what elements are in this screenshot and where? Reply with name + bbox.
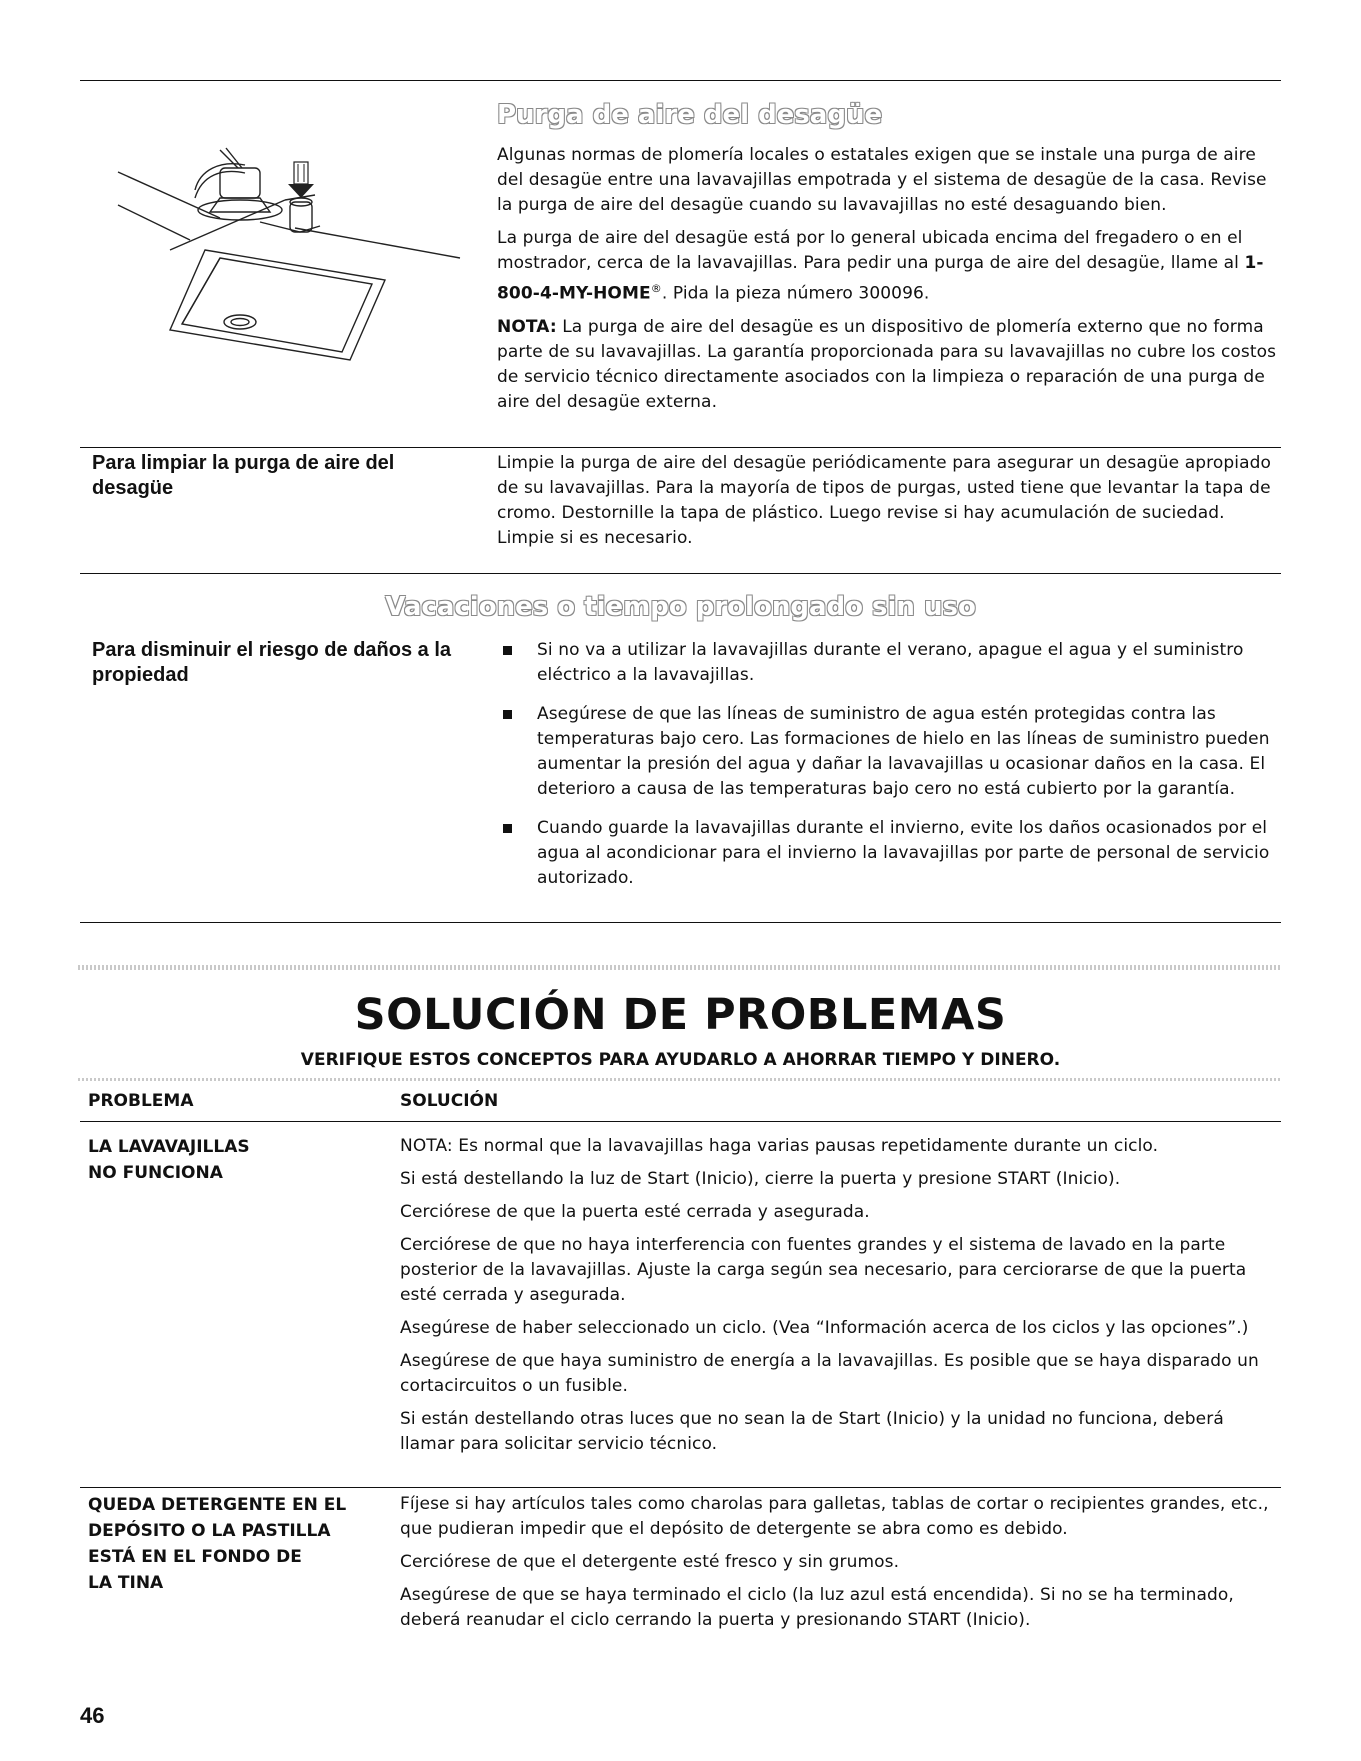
solution-item: Si están destellando otras luces que no sean la de Start (Inicio) y la unidad no funciona, deberá llamar para solicitar servicio técnico. xyxy=(400,1409,1224,1454)
paragraph-text: La purga de aire del desagüe está por lo general ubicada encima del fregadero o en el mostrador, cerca de la lavavajillas. Para pedir una purga de aire del desagüe, llame al xyxy=(497,228,1245,273)
bullet-item xyxy=(503,702,1277,802)
decorative-dotted-band xyxy=(78,965,1281,970)
note-label: NOTA: xyxy=(497,316,557,337)
solution-item: Fíjese si hay artículos tales como charolas para galletas, tablas de cortar o recipientes grandes, etc., que pudieran impedir que el depósito de detergente se abra como es debido. xyxy=(400,1494,1269,1539)
solution-item: Si está destellando la luz de Start (Inicio), cierre la puerta y presione START (Inicio). xyxy=(400,1169,1121,1189)
troubleshooting-title: SOLUCIÓN DE PROBLEMAS xyxy=(354,990,1007,1040)
bullet-square-icon xyxy=(503,710,512,719)
solution-item: Asegúrese de que haya suministro de energía a la lavavajillas. Es posible que se haya disparado un cortacircuitos o un fusible. xyxy=(400,1351,1259,1396)
section-title-drain-air-gap: Purga de aire del desagüe xyxy=(497,100,883,130)
clean-heading: Para limpiar la purga de aire del desagüe xyxy=(92,452,395,499)
solution-list xyxy=(400,1134,1280,1465)
drain-air-gap-body xyxy=(497,143,1277,423)
bullet-text: Asegúrese de que las líneas de suministro de agua estén protegidas contra las temperaturas bajo cero. Las formaciones de hielo en las líneas de suministro pueden aumentar la presión del agua y dañar la lavavajillas u ocasionar daños en la casa. El deterioro a causa de las temperaturas bajo cero no está cubierto por la garantía. xyxy=(537,704,1270,799)
clean-text: Limpie la purga de aire del desagüe periódicamente para asegurar un desagüe apropiado de su lavavajillas. Para la mayoría de tipos de purgas, usted tiene que levantar la tapa de cromo. Destornille la tapa de plástico. Luego revise si hay acumulación de suciedad. Limpie si es necesario. xyxy=(497,453,1271,548)
bullet-text: Si no va a utilizar la lavavajillas durante el verano, apague el agua y el suministro eléctrico a la lavavajillas. xyxy=(537,640,1244,685)
solution-item: Asegúrese de haber seleccionado un ciclo. (Vea “Información acerca de los ciclos y las opciones”.) xyxy=(400,1318,1249,1338)
bullet-text: Cuando guarde la lavavajillas durante el invierno, evite los daños ocasionados por el agua al acondicionar para el invierno la lavavajillas por parte de personal de servicio autorizado. xyxy=(537,818,1270,888)
solution-item: NOTA: Es normal que la lavavajillas haga varias pausas repetidamente durante un ciclo. xyxy=(400,1136,1159,1156)
paragraph xyxy=(497,226,1277,307)
bullet-square-icon xyxy=(503,646,512,655)
troubleshooting-subtitle: VERIFIQUE ESTOS CONCEPTOS PARA AYUDARLO A AHORRAR TIEMPO Y DINERO. xyxy=(300,1050,1061,1070)
section2-rule xyxy=(80,573,1281,574)
page-number: 46 xyxy=(80,1703,105,1728)
problem-label: QUEDA DETERGENTE EN EL DEPÓSITO O LA PASTILLA ESTÁ EN EL FONDO DE LA TINA xyxy=(88,1495,347,1593)
phone-number: 1-800-4-MY-HOME xyxy=(497,253,1264,304)
row-separator xyxy=(80,1487,1281,1488)
note-text: La purga de aire del desagüe es un dispositivo de plomería externo que no forma parte de su lavavajillas. La garantía proporcionada para su lavavajillas no cubre los costos de servicio técnico directamente asociados con la limpieza o reparación de una purga de aire del desagüe externa. xyxy=(497,316,1277,412)
solution-item: Cerciórese de que el detergente esté fresco y sin grumos. xyxy=(400,1552,900,1572)
bullet-item xyxy=(503,816,1277,891)
paragraph: Algunas normas de plomería locales o estatales exigen que se instale una purga de aire del desagüe entre una lavavajillas empotrada y el sistema de desagüe de la casa. Revise la purga de aire del desagüe cuando su lavavajillas no esté desaguando bien. xyxy=(497,145,1267,215)
bullet-item xyxy=(503,638,1277,688)
table-header-band xyxy=(78,1078,1281,1081)
column-header-problem: PROBLEMA xyxy=(88,1091,194,1111)
section2-bottom-rule xyxy=(80,922,1281,923)
problem-label: LA LAVAVAJILLAS NO FUNCIONA xyxy=(88,1137,250,1183)
registered-mark: ® xyxy=(650,282,662,295)
section-title-vacations: Vacaciones o tiempo prolongado sin uso xyxy=(385,592,976,622)
vacations-heading: Para disminuir el riesgo de daños a la propiedad xyxy=(92,639,452,686)
bullet-square-icon xyxy=(503,824,512,833)
vacations-bullet-list xyxy=(503,638,1277,905)
solution-item: Cerciórese de que la puerta esté cerrada y asegurada. xyxy=(400,1202,870,1222)
top-rule xyxy=(80,80,1281,81)
drain-air-gap-illustration xyxy=(110,140,470,380)
clean-rule xyxy=(80,447,1281,448)
column-header-solution: SOLUCIÓN xyxy=(400,1091,499,1111)
solution-item: Cerciórese de que no haya interferencia con fuentes grandes y el sistema de lavado en la parte posterior de la lavavajillas. Ajuste la carga según sea necesario, para cerciorarse de que la puerta esté cerrada y asegurada. xyxy=(400,1235,1247,1305)
solution-list xyxy=(400,1492,1280,1641)
solution-item: Asegúrese de que se haya terminado el ciclo (la luz azul está encendida). Si no se ha terminado, deberá reanudar el ciclo cerrando la puerta y presionando START (Inicio). xyxy=(400,1585,1234,1630)
paragraph-text: . Pida la pieza número 300096. xyxy=(661,283,930,304)
table-header-rule xyxy=(80,1121,1281,1122)
note-paragraph xyxy=(497,315,1277,415)
